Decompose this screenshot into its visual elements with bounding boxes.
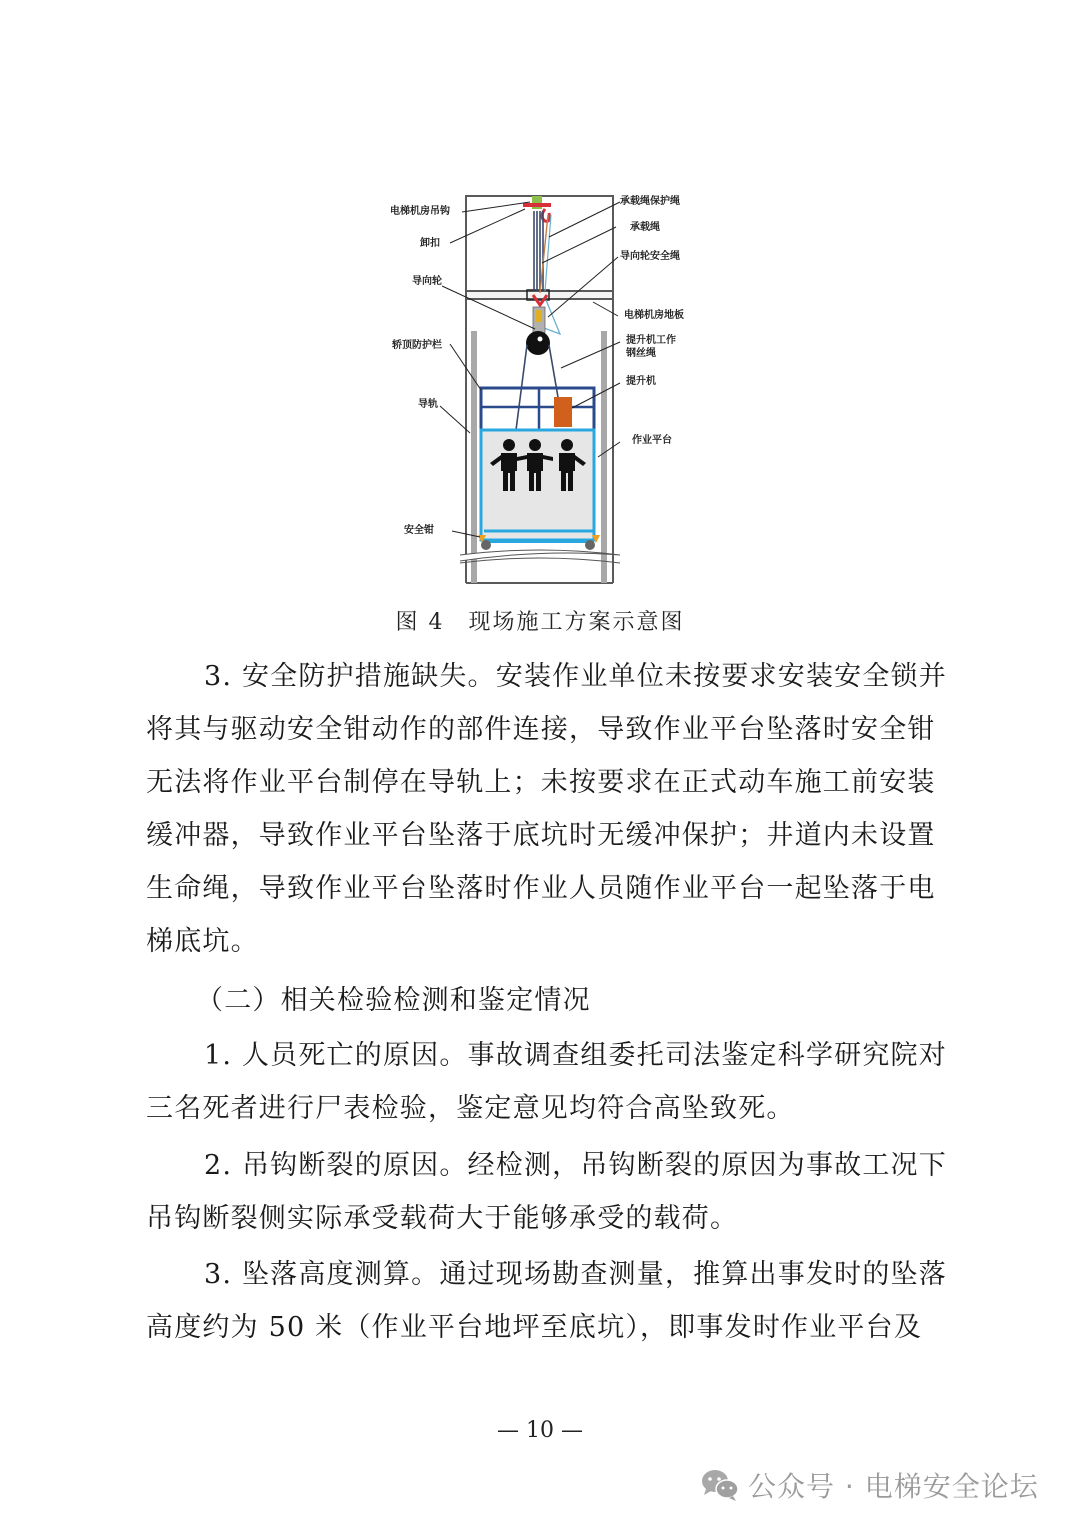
paragraph-hook-fracture (146, 1139, 946, 1245)
label-guide-rail: 导轨 (418, 399, 438, 410)
watermark-text: 公众号 · 电梯安全论坛 (748, 1470, 1039, 1503)
label-safety-gear: 安全钳 (404, 525, 434, 536)
label-load-rope: 承载绳 (630, 222, 660, 233)
label-hoist-wire-rope-2: 钢丝绳 (626, 348, 656, 359)
text-line: 三名死者进行尸表检验，鉴定意见均符合高坠致死。 (146, 1093, 795, 1124)
section-heading (146, 974, 946, 1027)
text-line: 3. 安全防护措施缺失。安装作业单位未按要求安装安全锁并 (204, 661, 947, 692)
figure-caption: 图 4 现场施工方案示意图 (395, 610, 685, 635)
label-work-platform: 作业平台 (632, 435, 672, 446)
text-line: 梯底坑。 (146, 926, 259, 957)
label-shackle: 卸扣 (420, 238, 440, 249)
text-line: 生命绳，导致作业平台坠落时作业人员随作业平台一起坠落于电 (146, 873, 936, 904)
label-guide-pulley-safety-rope: 导向轮安全绳 (620, 251, 680, 262)
label-machine-room-floor: 电梯机房地板 (624, 310, 684, 321)
label-guide-pulley: 导向轮 (412, 276, 442, 287)
text-line: 高度约为 50 米（作业平台地坪至底坑），即事发时作业平台及 (146, 1312, 923, 1343)
text-line: 1. 人员死亡的原因。事故调查组委托司法鉴定科学研究院对 (204, 1040, 947, 1071)
label-load-rope-protection: 承载绳保护绳 (620, 196, 680, 207)
wechat-icon (700, 1468, 740, 1502)
label-car-top-guardrail: 轿顶防护栏 (392, 340, 442, 351)
text-line: 缓冲器，导致作业平台坠落于底坑时无缓冲保护；井道内未设置 (146, 820, 936, 851)
paragraph-fall-height (146, 1248, 946, 1354)
text-line: 2. 吊钩断裂的原因。经检测，吊钩断裂的原因为事故工况下 (204, 1150, 947, 1181)
label-hoist: 提升机 (626, 376, 656, 387)
text-line: 将其与驱动安全钳动作的部件连接，导致作业平台坠落时安全钳 (146, 714, 936, 745)
text-line: 无法将作业平台制停在导轨上；未按要求在正式动车施工前安装 (146, 767, 936, 798)
paragraph-death-cause (146, 1029, 946, 1135)
construction-scheme-diagram (380, 185, 700, 590)
paragraph-safety-measures (146, 650, 946, 968)
watermark (700, 1465, 1039, 1505)
text-line: 3. 坠落高度测算。通过现场勘查测量，推算出事发时的坠落 (204, 1259, 947, 1290)
page-number: — 10 — (497, 1418, 583, 1443)
text-line: 吊钩断裂侧实际承受载荷大于能够承受的载荷。 (146, 1203, 739, 1234)
label-hoist-wire-rope-1: 提升机工作 (626, 335, 676, 346)
heading-text: （二）相关检验检测和鉴定情况 (196, 985, 591, 1016)
label-machine-room-hook: 电梯机房吊钩 (390, 206, 450, 217)
